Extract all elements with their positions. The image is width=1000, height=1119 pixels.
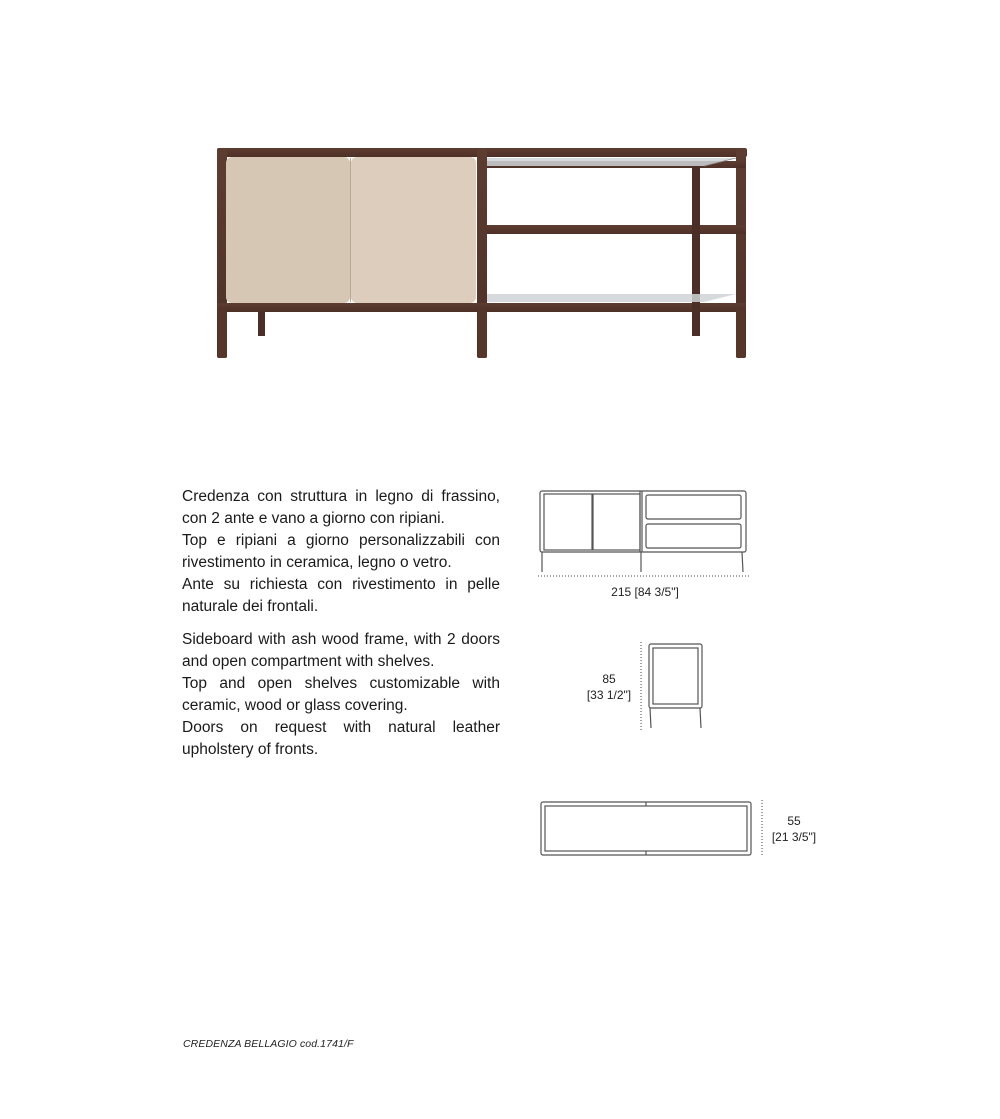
desc-it-2: Top e ripiani a giorno personalizzabili con rivestimento in ceramica, legno o vetro. xyxy=(182,532,500,571)
front-view-drawing xyxy=(536,486,752,582)
side-view-drawing xyxy=(636,640,708,734)
description xyxy=(182,486,500,761)
height-dimension: 85 [33 1/2"] xyxy=(586,672,632,702)
desc-en-2: Top and open shelves customizable with ceramic, wood or glass covering. xyxy=(182,675,500,714)
sideboard-photo xyxy=(214,144,750,364)
top-view-drawing xyxy=(538,798,768,860)
desc-it-1: Credenza con struttura in legno di frassino, con 2 ante e vano a giorno con ripiani. xyxy=(182,488,500,527)
desc-en-3: Doors on request with natural leather upholstery of fronts. xyxy=(182,719,500,758)
width-dimension: 215 [84 3/5"] xyxy=(611,585,679,599)
desc-en-1: Sideboard with ash wood frame, with 2 doors and open compartment with shelves. xyxy=(182,631,500,670)
product-code: CREDENZA BELLAGIO cod.1741/F xyxy=(183,1038,354,1050)
depth-dimension: 55 [21 3/5"] xyxy=(771,814,817,844)
desc-it-3: Ante su richiesta con rivestimento in pelle naturale dei frontali. xyxy=(182,576,500,615)
